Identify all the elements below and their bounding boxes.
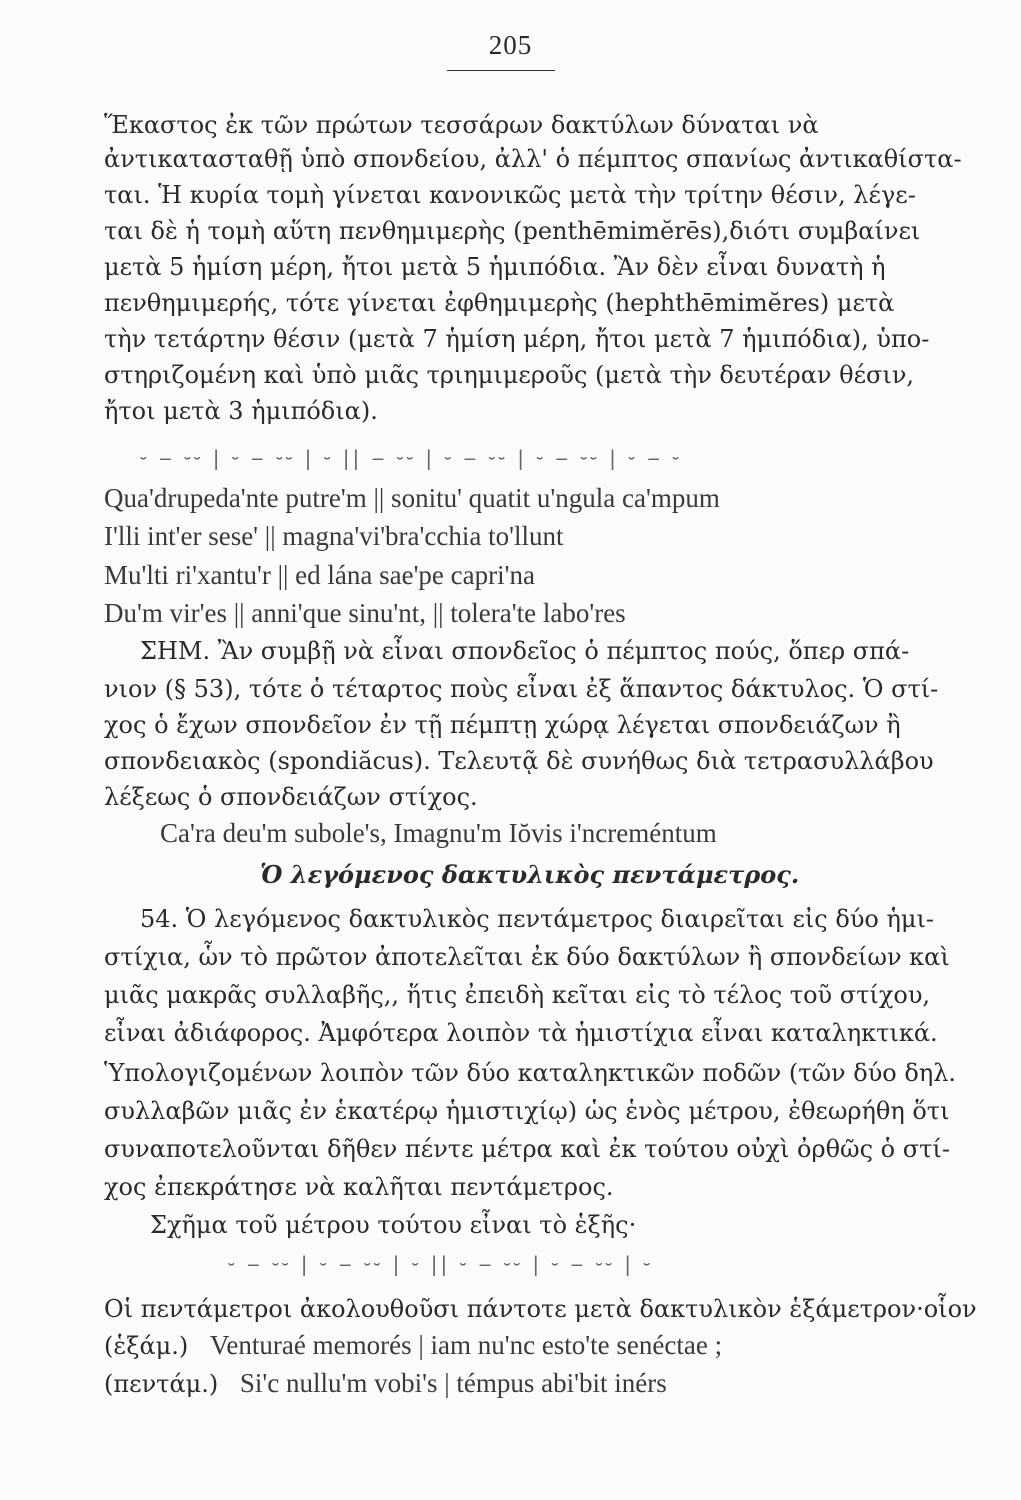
example-label: (πεντάμ.): [104, 1370, 219, 1398]
example-label: (ἑξάμ.): [104, 1332, 189, 1360]
paragraph-line: συναποτελοῦνται δῆθεν πέντε μέτρα καὶ ἐκ τούτου οὐχὶ ὀρθῶς ὁ στί-: [104, 1135, 950, 1163]
page-number-rule: [447, 70, 555, 71]
verse-line: Du'm vir'es || anni'que sinu'nt, || tolera'te labo'res: [104, 598, 626, 628]
note-line: νιον (§ 53), τότε ὁ τέταρτος ποὺς εἶναι ἐξ ἅπαντος δάκτυλος. Ὁ στί-: [104, 675, 939, 703]
example-line: [104, 1368, 667, 1399]
page-number: 205: [488, 30, 533, 60]
note-line: λέξεως ὁ σπονδειάζων στίχος.: [104, 783, 478, 811]
paragraph-line: ἀντικατασταθῇ ὑπὸ σπονδείου, ἀλλ' ὁ πέμπτος σπανίως ἀντικαθίστα-: [104, 145, 962, 173]
paragraph-line: ἤτοι μετὰ 3 ἡμιπόδια).: [104, 397, 378, 425]
verse-line: Ca'ra deu'm subole's, Imagnu'm Iŏvis i'ncreméntum: [160, 818, 717, 848]
example-line: [104, 1330, 722, 1361]
verse-line: Mu'lti ri'xantu'r || ed lána sae'pe capri'na: [104, 560, 535, 590]
paragraph-line: Ἕκαστος ἐκ τῶν πρώτων τεσσάρων δακτύλων δύναται νὰ: [104, 111, 819, 139]
example-verse: Si'c nullu'm vobi's | témpus abi'bit inérs: [239, 1368, 667, 1398]
verse-line: Qua'drupeda'nte putre'm || sonitu' quatit u'ngula ca'mpum: [104, 483, 720, 513]
note-line: χος ὁ ἔχων σπονδεῖον ἐν τῇ πέμπτῃ χώρᾳ λέγεται σπονδειάζων ἢ: [104, 711, 901, 739]
paragraph-line: στίχια, ὧν τὸ πρῶτον ἀποτελεῖται ἐκ δύο δακτύλων ἢ σπονδείων καὶ: [104, 943, 950, 971]
section-heading: Ὁ λεγόμενος δακτυλικὸς πεντάμετρος.: [260, 860, 800, 889]
paragraph-line: Οἱ πεντάμετροι ἀκολουθοῦσι πάντοτε μετὰ δακτυλικὸν ἑξάμετρον·οἷον: [104, 1295, 977, 1323]
paragraph-line: χος ἐπεκράτησε νὰ καλῆται πεντάμετρος.: [104, 1173, 614, 1201]
meter-scheme: ⏑ ‒ ⏑⏑ | ⏑ ‒ ⏑⏑ | ⏑ || ⏑ ‒ ⏑⏑ | ⏑ ‒ ⏑⏑ | ⏑: [228, 1252, 654, 1276]
paragraph-line: πενθημιμερής, τότε γίνεται ἐφθημιμερὴς (hephthēmimĕres) μετὰ: [104, 289, 895, 317]
paragraph-line: Ὑπολογιζομένων λοιπὸν τῶν δύο καταληκτικῶν ποδῶν (τῶν δύο δηλ.: [104, 1059, 957, 1087]
paragraph-line: μιᾶς μακρᾶς συλλαβῆς,, ἥτις ἐπειδὴ κεῖται εἰς τὸ τέλος τοῦ στίχου,: [104, 981, 931, 1009]
paragraph-line: ται δὲ ἡ τομὴ αὕτη πενθημιμερὴς (penthēmimĕrēs),διότι συμβαίνει: [104, 217, 921, 245]
paragraph-line: τὴν τετάρτην θέσιν (μετὰ 7 ἡμίση μέρη, ἤτοι μετὰ 7 ἡμιπόδια), ὑπο-: [104, 325, 930, 353]
meter-scheme: ⏑ ‒ ⏑⏑ | ⏑ ‒ ⏑⏑ | ⏑ || ‒ ⏑⏑ | ⏑ ‒ ⏑⏑ | ⏑ ‒ ⏑⏑ | ⏑ ‒ ⏑: [140, 446, 682, 470]
verse-line: I'lli int'er sese' || magna'vi'bra'cchia to'llunt: [104, 521, 564, 551]
paragraph-line: μετὰ 5 ἡμίση μέρη, ἤτοι μετὰ 5 ἡμιπόδια. Ἂν δὲν εἶναι δυνατὴ ἡ: [104, 253, 886, 281]
note-line: ΣΗΜ. Ἂν συμβῇ νὰ εἶναι σπονδεῖος ὁ πέμπτος πούς, ὅπερ σπά-: [140, 637, 910, 665]
paragraph-line: συλλαβῶν μιᾶς ἐν ἑκατέρῳ ἡμιστιχίῳ) ὡς ἑνὸς μέτρου, ἐθεωρήθη ὅτι: [104, 1097, 950, 1125]
scheme-label: Σχῆμα τοῦ μέτρου τούτου εἶναι τὸ ἑξῆς·: [150, 1211, 637, 1239]
paragraph-line: ται. Ἡ κυρία τομὴ γίνεται κανονικῶς μετὰ τὴν τρίτην θέσιν, λέγε-: [104, 181, 916, 209]
example-verse: Venturaé memorés | iam nu'nc esto'te senéctae ;: [209, 1330, 723, 1360]
paragraph-line: 54. Ὁ λεγόμενος δακτυλικὸς πεντάμετρος διαιρεῖται εἰς δύο ἡμι-: [140, 905, 934, 933]
paragraph-line: στηριζομένη καὶ ὑπὸ μιᾶς τριημιμεροῦς (μετὰ τὴν δευτέραν θέσιν,: [104, 361, 915, 389]
note-line: σπονδειακὸς (spondiăcus). Τελευτᾷ δὲ συνήθως διὰ τετρασυλλάβου: [104, 747, 934, 775]
paragraph-line: εἶναι ἀδιάφορος. Ἀμφότερα λοιπὸν τὰ ἡμιστίχια εἶναι καταληκτικά.: [104, 1019, 938, 1047]
